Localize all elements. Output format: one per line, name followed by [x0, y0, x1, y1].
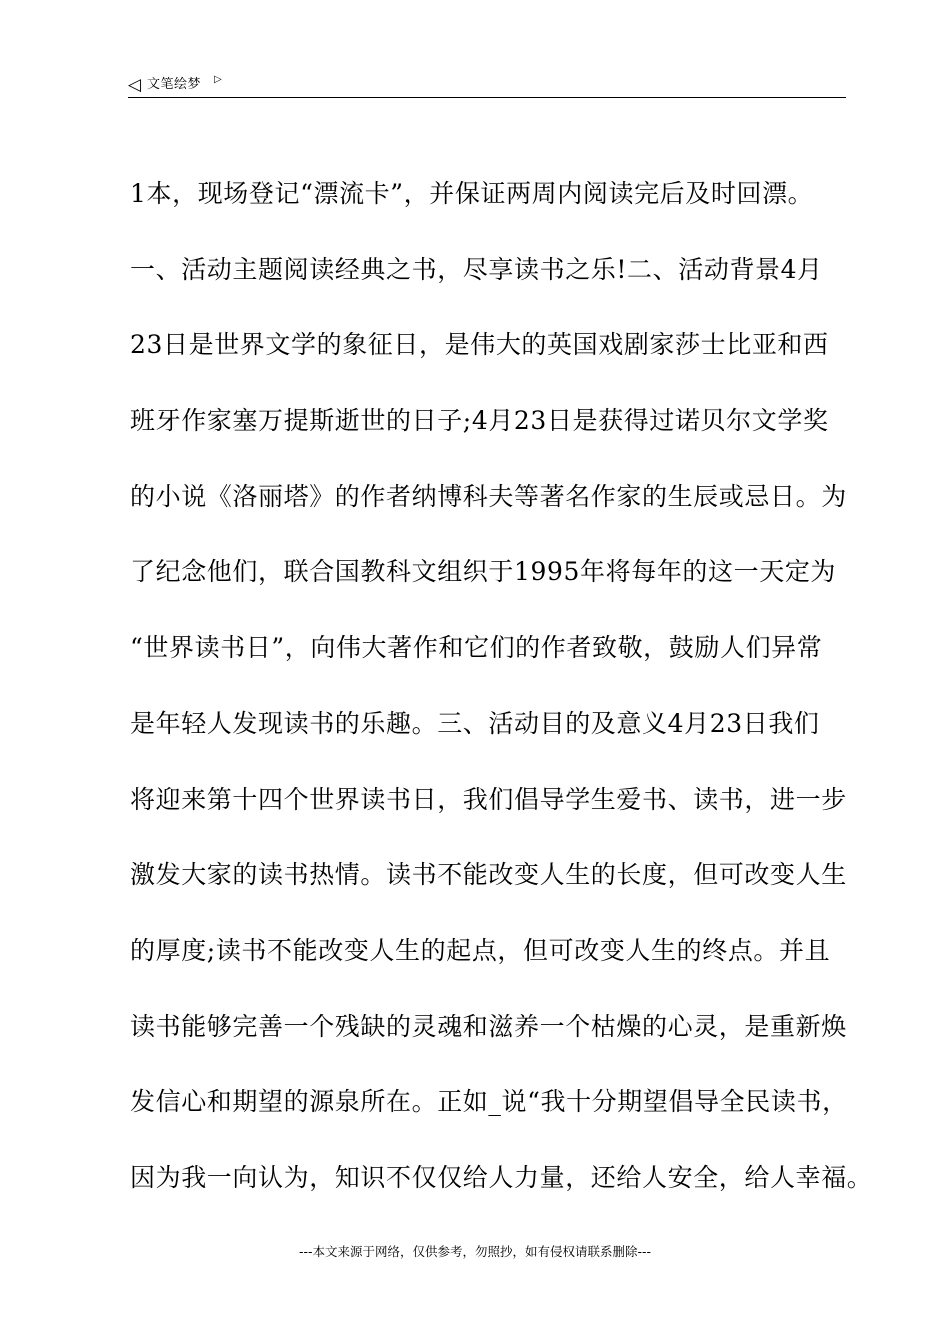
text-line: 因为我一向认为，知识不仅仅给人力量，还给人安全，给人幸福。	[130, 1162, 873, 1192]
text-line: 的厚度;读书不能改变人生的起点，但可改变人生的终点。并且	[130, 935, 831, 965]
triangle-left-icon: ◁	[128, 75, 142, 95]
text-line: 23日是世界文学的象征日，是伟大的英国戏剧家莎士比亚和西	[130, 330, 829, 360]
text-line: 1本，现场登记“漂流卡”，并保证两周内阅读完后及时回漂。	[130, 179, 814, 208]
text-line: “世界读书日”，向伟大著作和它们的作者致敬，鼓励人们异常	[130, 633, 823, 663]
triangle-right-icon: ▷	[214, 74, 222, 85]
text-line: 是年轻人发现读书的乐趣。三、活动目的及意义4月23日我们	[130, 708, 820, 738]
text-line: 班牙作家塞万提斯逝世的日子;4月23日是获得过诺贝尔文学奖	[130, 406, 829, 436]
text-line: 将迎来第十四个世界读书日，我们倡导学生爱书、读书，进一步	[130, 784, 847, 814]
text-line: 读书能够完善一个残缺的灵魂和滋养一个枯燥的心灵，是重新焕	[130, 1011, 847, 1041]
footer-disclaimer: ---本文来源于网络，仅供参考，勿照抄，如有侵权请联系删除---	[298, 1244, 652, 1259]
text-line: 了纪念他们，联合国教科文组织于1995年将每年的这一天定为	[130, 557, 837, 587]
text-line: 激发大家的读书热情。读书不能改变人生的长度，但可改变人生	[130, 860, 847, 890]
text-line: 发信心和期望的源泉所在。正如_说“我十分期望倡导全民读书，	[130, 1087, 848, 1117]
page-header	[128, 74, 846, 98]
text-line: 一、活动主题阅读经典之书，尽享读书之乐!二、活动背景4月	[130, 254, 823, 284]
text-line: 的小说《洛丽塔》的作者纳博科夫等著名作家的生辰或忌日。为	[130, 481, 847, 511]
header-title: 文笔绘梦	[147, 77, 202, 92]
header-divider	[128, 97, 846, 98]
document-body	[130, 172, 873, 1232]
